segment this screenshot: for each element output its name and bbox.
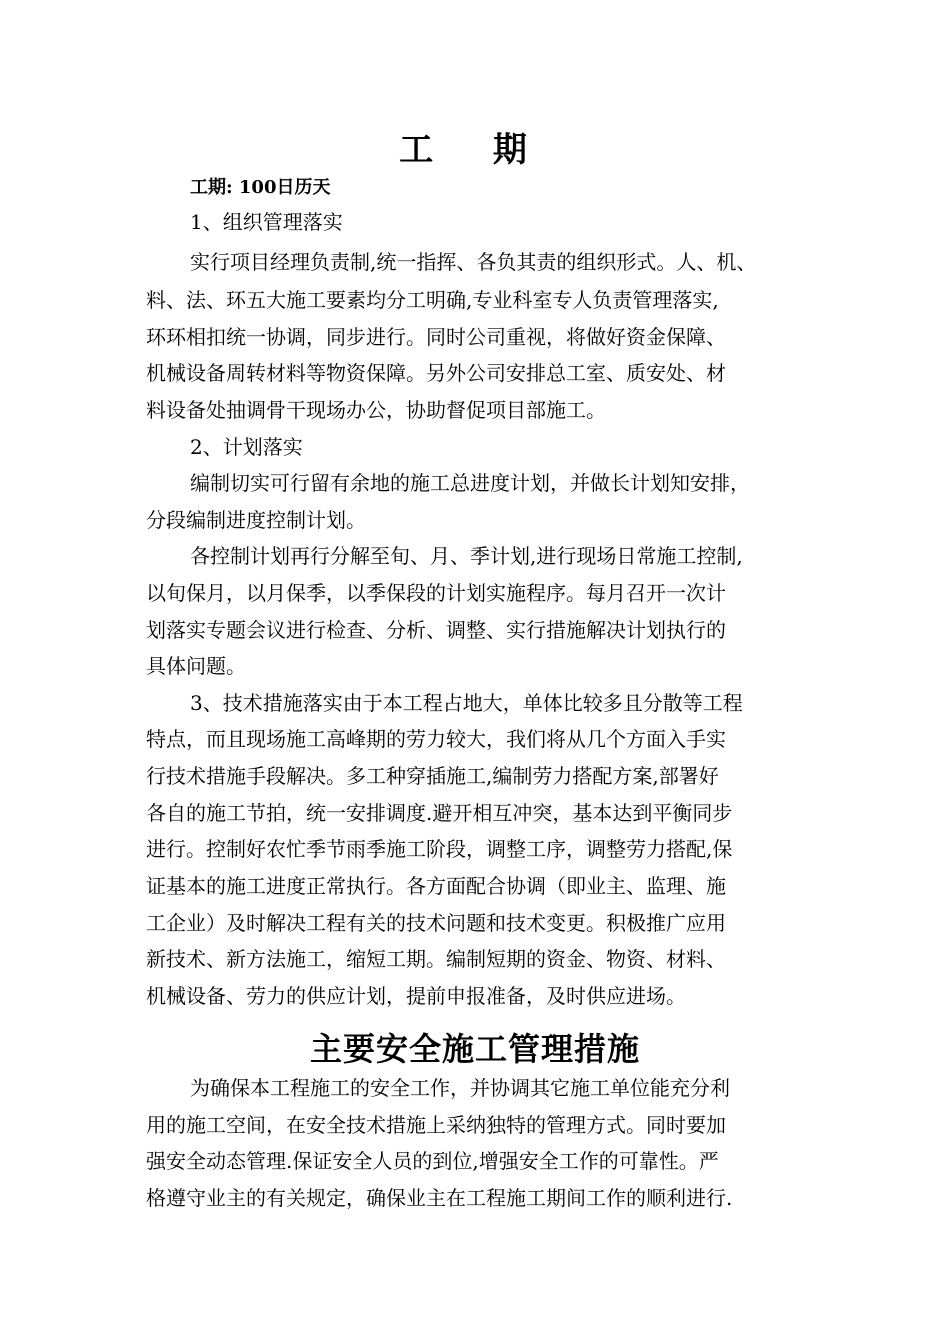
paragraph-line: 料、法、环五大施工要素均分工明确,专业科室专人负责管理落实, [146, 288, 719, 312]
paragraph-line: 行技术措施手段解决。多工种穿插施工,编制劳力搭配方案,部署好 [146, 764, 719, 788]
paragraph-line: 环环相扣统一协调，同步进行。同时公司重视，将做好资金保障、 [146, 325, 726, 349]
paragraph-line: 具体问题。 [146, 654, 246, 678]
duration-line: 工期: 100日历天 [190, 177, 331, 198]
heading-plan: 2、计划落实 [190, 435, 303, 459]
section-paragraph-line: 格遵守业主的有关规定，确保业主在工程施工期间工作的顺利进行. [146, 1186, 733, 1210]
section-title: 主要安全施工管理措施 [309, 1030, 640, 1068]
paragraph-line: 机械设备周转材料等物资保障。另外公司安排总工室、质安处、材 [146, 361, 726, 385]
paragraph-line: 划落实专题会议进行检查、分析、调整、实行措施解决计划执行的 [146, 618, 726, 642]
section-paragraph-line: 为确保本工程施工的安全工作，并协调其它施工单位能充分利 [190, 1076, 730, 1100]
paragraph-line: 工企业）及时解决工程有关的技术问题和技术变更。积极推广应用 [146, 911, 726, 935]
section-paragraph-line: 用的施工空间，在安全技术措施上采纳独特的管理方式。同时要加 [146, 1113, 726, 1137]
section-paragraph-line: 强安全动态管理.保证安全人员的到位,增强安全工作的可靠性。严 [146, 1149, 719, 1173]
paragraph-line: 特点，而且现场施工高峰期的劳力较大，我们将从几个方面入手实 [146, 727, 726, 751]
paragraph-line: 料设备处抽调骨干现场办公，协助督促项目部施工。 [146, 398, 606, 422]
paragraph-line: 编制切实可行留有余地的施工总进度计划，并做长计划知安排， [190, 471, 750, 495]
heading-org-management: 1、组织管理落实 [190, 210, 343, 234]
page-title: 工 期 [399, 130, 551, 170]
paragraph-line: 证基本的施工进度正常执行。各方面配合协调（即业主、监理、施 [146, 874, 726, 898]
paragraph-line: 各自的施工节拍，统一安排调度.避开相互冲突，基本达到平衡同步 [146, 801, 733, 825]
paragraph-line: 机械设备、劳力的供应计划，提前申报准备，及时供应进场。 [146, 984, 686, 1008]
paragraph-line: 实行项目经理负责制,统一指挥、各负其责的组织形式。人、机、 [190, 250, 757, 274]
paragraph-line: 以旬保月，以月保季，以季保段的计划实施程序。每月召开一次计 [146, 581, 726, 605]
paragraph-line: 进行。控制好农忙季节雨季施工阶段，调整工序，调整劳力搭配,保 [146, 837, 733, 861]
paragraph-line: 新技术、新方法施工，缩短工期。编制短期的资金、物资、材料、 [146, 947, 726, 971]
paragraph-line: 分段编制进度控制计划。 [146, 508, 366, 532]
paragraph-line: 各控制计划再行分解至旬、月、季计划,进行现场日常施工控制, [190, 544, 743, 568]
paragraph-line: 3、技术措施落实由于本工程占地大，单体比较多且分散等工程 [190, 691, 743, 715]
